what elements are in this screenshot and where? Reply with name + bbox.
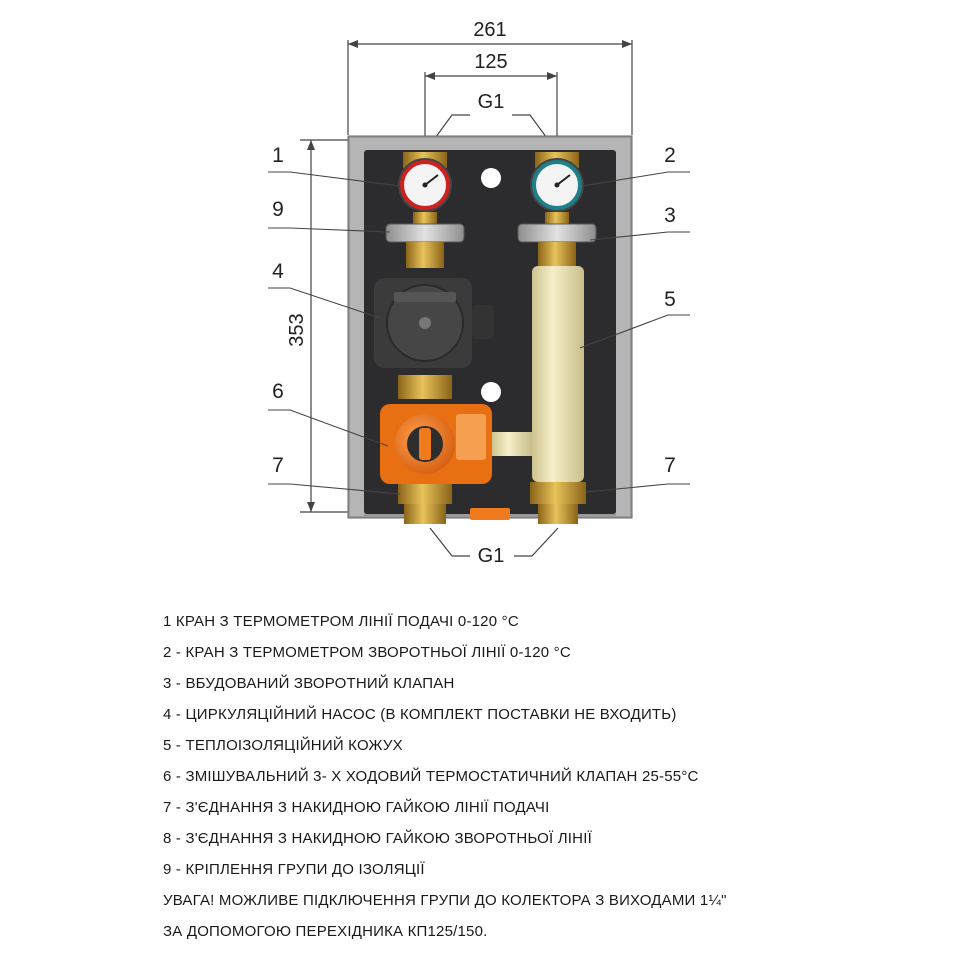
callout-7-right: 7 (664, 454, 676, 477)
legend-warning-cont: ЗА ДОПОМОГОЮ ПЕРЕХІДНИКА КП125/150. (163, 923, 488, 940)
callout-3: 3 (664, 204, 676, 227)
legend-item-1: 1 КРАН З ТЕРМОМЕТРОМ ЛІНІЇ ПОДАЧІ 0-120 °С (163, 613, 519, 630)
callout-2: 2 (664, 144, 676, 167)
callout-7-left: 7 (272, 454, 284, 477)
thread-label-bottom: G1 (477, 545, 505, 567)
legend-list (163, 606, 943, 947)
legend-item-8: 8 - З'ЄДНАННЯ З НАКИДНОЮ ГАЙКОЮ ЗВОРОТНЬОЇ ЛІНІЇ (163, 830, 592, 847)
callout-9: 9 (272, 198, 284, 221)
legend-item-2: 2 - КРАН З ТЕРМОМЕТРОМ ЗВОРОТНЬОЇ ЛІНІЇ 0-120 °С (163, 644, 571, 661)
legend-warning: УВАГА! МОЖЛИВЕ ПІДКЛЮЧЕННЯ ГРУПИ ДО КОЛЕКТОРА З ВИХОДАМИ 1¼" (163, 892, 727, 909)
callout-1: 1 (272, 144, 284, 167)
legend-item-5: 5 - ТЕПЛОІЗОЛЯЦІЙНИЙ КОЖУХ (163, 737, 403, 754)
dim-width-total: 261 (473, 19, 507, 41)
legend-item-4: 4 - ЦИРКУЛЯЦІЙНИЙ НАСОС (В КОМПЛЕКТ ПОСТАВКИ НЕ ВХОДИТЬ) (163, 706, 677, 723)
bypass-pipe (492, 432, 532, 456)
callout-5: 5 (664, 288, 676, 311)
legend-item-3: 3 - ВБУДОВАНИЙ ЗВОРОТНИЙ КЛАПАН (163, 675, 455, 692)
callout-4: 4 (272, 260, 284, 283)
legend-item-7: 7 - З'ЄДНАННЯ З НАКИДНОЮ ГАЙКОЮ ЛІНІЇ ПОДАЧІ (163, 799, 550, 816)
dim-height: 353 (286, 313, 308, 347)
callout-6: 6 (272, 380, 284, 403)
dim-width-inner: 125 (474, 51, 508, 73)
bottom-bracket (470, 508, 510, 520)
legend-item-6: 6 - ЗМІШУВАЛЬНИЙ 3- Х ХОДОВИЙ ТЕРМОСТАТИЧНИЙ КЛАПАН 25-55°С (163, 768, 699, 785)
thread-label-top: G1 (477, 91, 505, 113)
legend-item-9: 9 - КРІПЛЕННЯ ГРУПИ ДО ІЗОЛЯЦІЇ (163, 861, 425, 878)
